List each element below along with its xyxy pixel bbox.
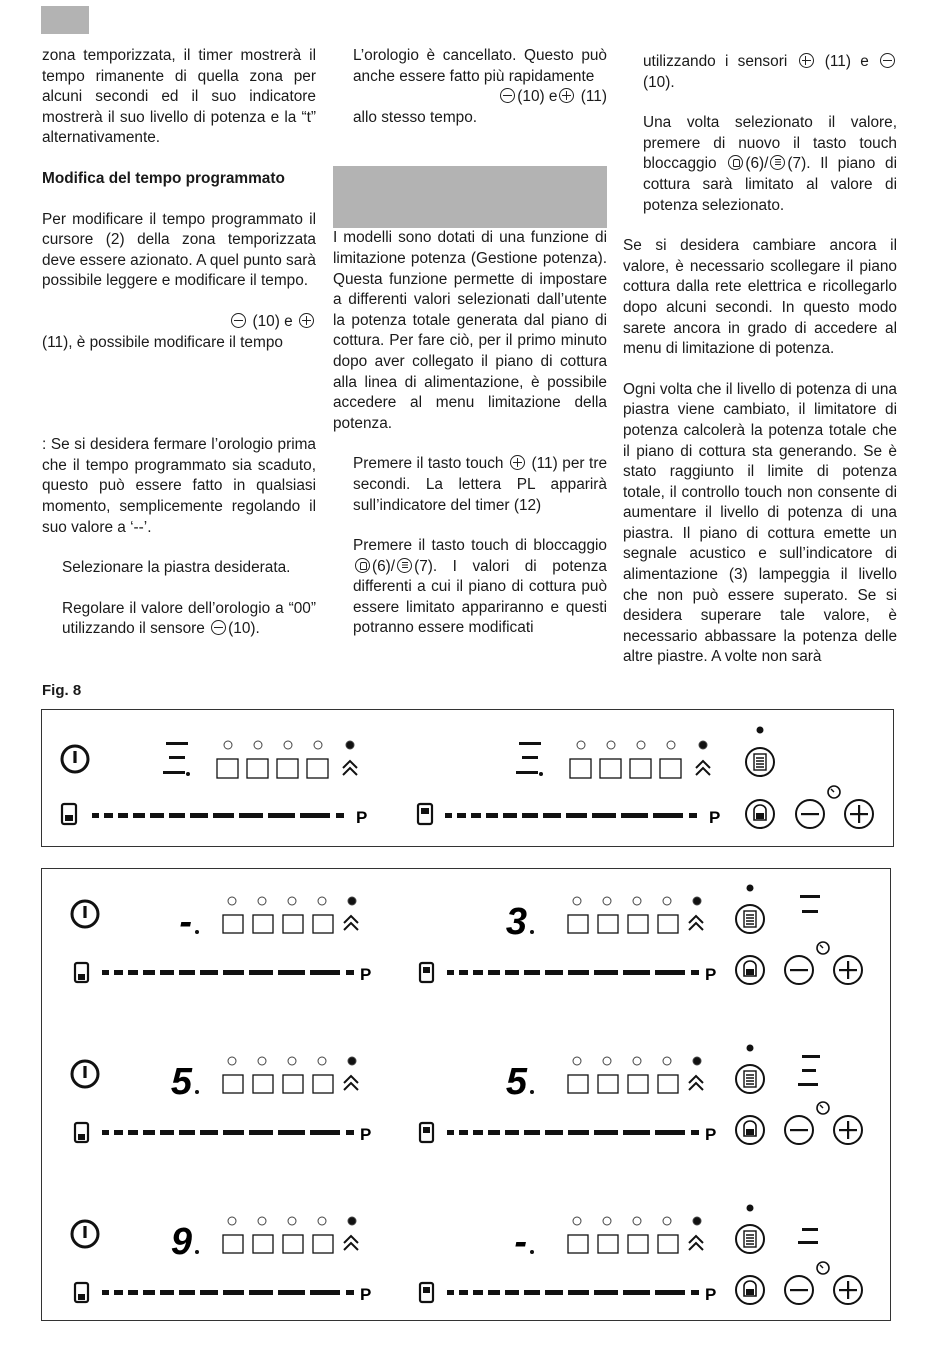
power-slider[interactable] — [447, 1130, 699, 1135]
zone-keys[interactable] — [223, 1235, 333, 1253]
level-display — [516, 742, 543, 776]
lock-icon — [728, 155, 743, 170]
page-tab-marker — [41, 6, 89, 34]
pan-icon — [62, 804, 76, 824]
zone-left — [75, 1217, 371, 1304]
timer-dot-row — [573, 897, 701, 905]
plus-icon — [299, 313, 314, 328]
timer-dot-row — [573, 1217, 701, 1225]
slider-end-label: P — [360, 1125, 372, 1144]
paragraph: (10) e (11), è possibile modificare il tempo — [42, 312, 316, 353]
minus-icon[interactable] — [796, 800, 824, 828]
plus-icon[interactable] — [834, 1276, 862, 1304]
slider-end-label: P — [709, 808, 721, 827]
paragraph: Per modificare il tempo programmato il cursore (2) della zona temporizzata deve essere azionato. A quel punto sarà possibile leggere e modificare il tempo. — [42, 210, 316, 290]
boost-icon[interactable] — [344, 916, 358, 930]
zone-left — [62, 741, 367, 827]
timer-icon — [817, 1262, 829, 1274]
power-slider[interactable] — [92, 813, 344, 818]
zone-right — [420, 1217, 716, 1304]
boost-icon[interactable] — [344, 1236, 358, 1250]
pan-icon — [75, 1123, 88, 1142]
menu-icon[interactable] — [736, 1065, 764, 1093]
level-digit: 5 — [505, 1061, 527, 1103]
slider-end-label: P — [360, 965, 372, 984]
control-keys — [736, 1205, 862, 1305]
menu-icon[interactable] — [736, 1225, 764, 1253]
slider-end-label: P — [356, 808, 368, 827]
zone-right — [420, 897, 716, 984]
zone-left — [75, 1057, 371, 1144]
text-column-1 — [42, 46, 316, 660]
timer-dot-row — [577, 741, 707, 749]
section-title-box — [333, 166, 607, 228]
control-keys — [736, 1045, 862, 1145]
control-panel-sequence — [41, 868, 891, 1321]
boost-icon[interactable] — [689, 916, 703, 930]
pan-icon — [75, 1283, 88, 1302]
boost-icon[interactable] — [696, 761, 710, 775]
timer-icon — [817, 1102, 829, 1114]
paragraph: Premere il tasto touch di bloccaggio (6)/ (7). I valori di potenza differenti a cui il piano di cottura può essere limitato appariranno e questi potranno essere modificati — [353, 537, 607, 637]
slider-end-label: P — [705, 965, 717, 984]
control-panel-sequence-drawing — [42, 869, 890, 1320]
menu-icon[interactable] — [746, 748, 774, 776]
zone-left — [75, 897, 371, 984]
timer-dot-row — [228, 1217, 356, 1225]
timer-display — [798, 1055, 820, 1086]
plus-icon — [799, 53, 814, 68]
timer-icon — [828, 786, 840, 798]
zone-keys[interactable] — [223, 915, 333, 933]
power-slider[interactable] — [102, 1290, 354, 1295]
slider-end-label: P — [705, 1125, 717, 1144]
panel-row — [72, 885, 862, 985]
power-icon[interactable] — [72, 1061, 98, 1087]
pan-icon — [418, 804, 432, 824]
zone-right — [420, 1057, 716, 1144]
pan-icon — [420, 1283, 433, 1302]
lock-icon — [355, 558, 370, 573]
lock-icon[interactable] — [746, 800, 774, 828]
level-digit: 9 — [170, 1221, 192, 1263]
timer-dot-row — [224, 741, 354, 749]
pan-icon — [75, 963, 88, 982]
menu-icon[interactable] — [736, 905, 764, 933]
level-digit: - — [514, 1221, 527, 1263]
section-heading: Modifica del tempo programmato — [42, 169, 285, 187]
minus-icon — [211, 620, 226, 635]
plus-icon — [559, 88, 574, 103]
paragraph: zona temporizzata, il timer mostrerà il tempo rimanente di quella zona per alcuni secondi ed il suo indicatore mostrerà il suo livello di potenza e la “t” alternativamente. — [42, 47, 316, 147]
zone-keys — [570, 759, 681, 778]
minus-icon[interactable] — [785, 1116, 813, 1144]
power-icon[interactable] — [72, 1221, 98, 1247]
power-icon[interactable] — [62, 746, 88, 772]
zone-keys[interactable] — [568, 1075, 678, 1093]
minus-icon — [880, 53, 895, 68]
power-slider[interactable] — [447, 970, 699, 975]
level-digit: 3 — [505, 901, 527, 943]
control-keys — [746, 727, 873, 829]
lock-icon[interactable] — [736, 1116, 764, 1144]
pan-icon — [420, 963, 433, 982]
control-keys — [736, 885, 862, 985]
power-slider[interactable] — [102, 1130, 354, 1135]
plus-icon[interactable] — [834, 1116, 862, 1144]
level-display — [163, 742, 190, 776]
text-column-2 — [333, 46, 607, 659]
boost-icon[interactable] — [344, 1076, 358, 1090]
timer-dot-row — [228, 1057, 356, 1065]
pan-icon — [420, 1123, 433, 1142]
paragraph: Regolare il valore dell’orologio a “00” utilizzando il sensore (10). — [62, 599, 316, 638]
slider-end-label: P — [360, 1285, 372, 1304]
zone-keys[interactable] — [568, 1235, 678, 1253]
paragraph: L’orologio è cancellato. Questo può anche essere fatto più rapidamente (10) e (11) allo stesso tempo. — [353, 47, 607, 126]
level-digit: - — [179, 901, 192, 943]
paragraph: Se si desidera cambiare ancora il valore, è necessario scollegare il piano cottura dalla rete elettrica e ricollegarlo dopo alcuni secondi. In questo modo sarete ancora in grado di accedere al menu di limitazione di potenza. — [623, 237, 897, 358]
boost-icon[interactable] — [689, 1076, 703, 1090]
text-column-3 — [623, 52, 897, 688]
lock-icon[interactable] — [736, 1276, 764, 1304]
timer-dot-row — [573, 1057, 701, 1065]
level-digit: 5 — [170, 1061, 192, 1103]
power-icon[interactable] — [72, 901, 98, 927]
boost-icon[interactable] — [689, 1236, 703, 1250]
plus-icon[interactable] — [845, 800, 873, 828]
panel-row — [72, 1045, 862, 1145]
plus-icon[interactable] — [834, 956, 862, 984]
zone-keys — [217, 759, 328, 778]
minus-icon[interactable] — [785, 1276, 813, 1304]
slider-end-label: P — [705, 1285, 717, 1304]
timer-display — [798, 1228, 818, 1244]
paragraph: utilizzando i sensori (11) e (10). — [623, 52, 897, 93]
minus-icon — [500, 88, 515, 103]
control-panel-top — [41, 709, 894, 847]
power-slider[interactable] — [102, 970, 354, 975]
paragraph: Una volta selezionato il valore, premere di nuovo il tasto touch bloccaggio (6)/ (7). Il piano di cottura sarà limitato al valore di potenza selezionato. — [643, 114, 898, 214]
paragraph: Ogni volta che il livello di potenza di una piastra viene cambiato, il limitatore di potenza calcolerà la potenza totale che il piano di cottura sta generando. Se è stato raggiunto il limite di potenza totale, il controllo touch non consente di aumentare il livello di potenza di una piastra. Il piano di cottura emette un segnale acustico e sull’indicatore di alimentazione (3) lampeggia il livello che non può essere superato. Se si desidera superare tale valore, è necessario abbassare la potenza delle altre piastre. A volte non sarà — [623, 380, 897, 666]
menu-icon — [397, 558, 412, 573]
zone-keys[interactable] — [223, 1075, 333, 1093]
control-panel-drawing — [42, 710, 893, 846]
power-slider[interactable] — [445, 813, 697, 818]
menu-icon — [770, 155, 785, 170]
timer-display — [800, 895, 820, 913]
paragraph: I modelli sono dotati di una funzione di limitazione potenza (Gestione potenza). Questa funzione permette di impostare a differenti valori selezionati dall’utente la potenza totale generata dal piano di cottura. Per fare ciò, per il primo minuto dopo aver collegato il piano di cottura alla linea di alimentazione, è possibile accedere al menu limitazione della potenza. — [333, 229, 607, 432]
plus-icon — [510, 455, 525, 470]
boost-icon[interactable] — [343, 761, 357, 775]
power-slider[interactable] — [447, 1290, 699, 1295]
minus-icon — [231, 313, 246, 328]
timer-dot-row — [228, 897, 356, 905]
zone-right — [418, 741, 720, 827]
paragraph: : Se si desidera fermare l’orologio prima che il tempo programmato sia scaduto, questo può essere fatto in qualsiasi momento, semplicemente regolando il suo valore a ‘--’. — [42, 436, 316, 536]
panel-row — [72, 1205, 862, 1305]
lock-icon[interactable] — [736, 956, 764, 984]
timer-icon — [817, 942, 829, 954]
figure-label: Fig. 8 — [42, 682, 82, 699]
paragraph: Selezionare la piastra desiderata. — [62, 559, 291, 577]
paragraph: Premere il tasto touch (11) per tre secondi. La lettera PL apparirà sull’indicatore del timer (12) — [353, 455, 607, 514]
zone-keys[interactable] — [568, 915, 678, 933]
minus-icon[interactable] — [785, 956, 813, 984]
